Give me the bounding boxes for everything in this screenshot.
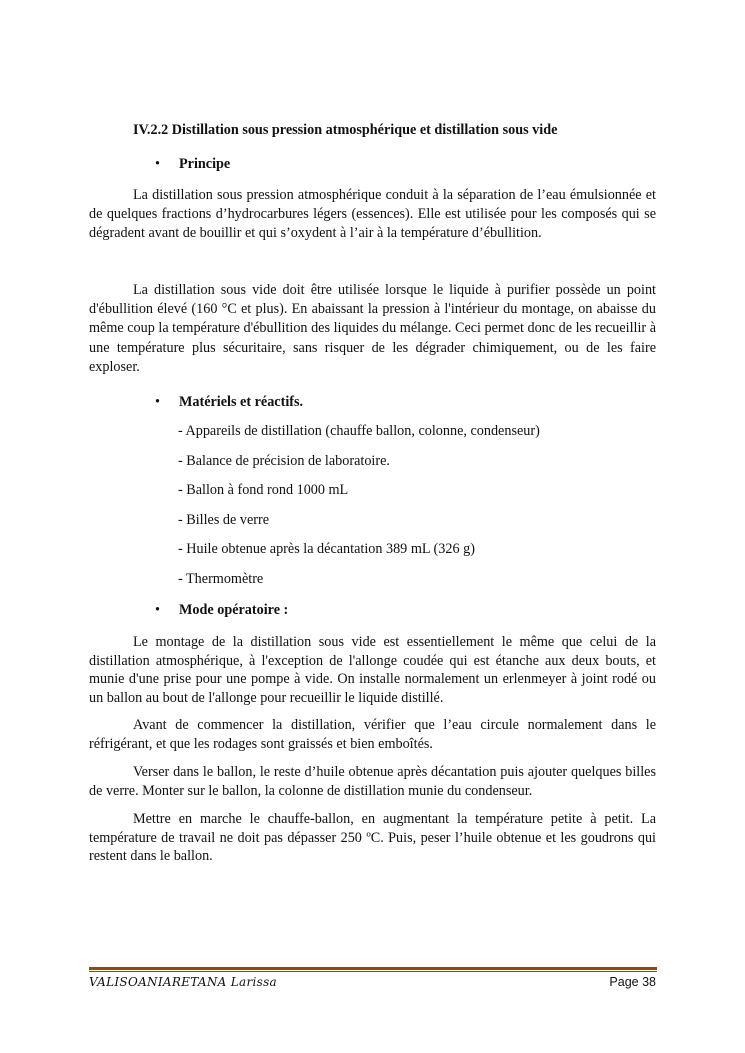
paragraph: Mettre en marche le chauffe-ballon, en augmentant la température petite à petit. La température de travail ne doit pas dépasser 250 ºC. Puis, peser l’huile obtenue et les goudrons qui restent dans le ballon.: [89, 811, 656, 864]
bullet-label: Mode opératoire :: [179, 602, 289, 618]
list-item: - Billes de verre: [178, 512, 269, 528]
paragraph: Avant de commencer la distillation, vérifier que l’eau circule normalement dans le réfrigérant, et que les rodages sont graissés et bien emboîtés.: [89, 717, 656, 752]
paragraph: La distillation sous vide doit être utilisée lorsque le liquide à purifier possède un point d'ébullition élevé (160 °C et plus). En abaissant la pression à l'intérieur du montage, on abaisse du même coup la température d'ébullition des liquides du mélange. Ceci permet donc de les recueillir à une température plus sécuritaire, sans risquer de les dégrader chimiquement, ou de les faire exploser.: [89, 282, 656, 375]
page-number: Page 38: [609, 975, 656, 989]
bullet-label: Principe: [179, 156, 231, 172]
list-item: - Appareils de distillation (chauffe ballon, colonne, condenseur): [178, 423, 540, 439]
bullet-principe: [155, 156, 230, 173]
bullet-icon: •: [155, 394, 160, 410]
paragraph: La distillation sous pression atmosphérique conduit à la séparation de l’eau émulsionnée et de quelques fractions d’hydrocarbures légers (essences). Elle est utilisée pour les composés qui se dégradent avant de bouillir et qui s’oxydent à l’air à la température d’ébullition.: [89, 187, 656, 242]
bullet-mode: [155, 602, 288, 619]
section-title: IV.2.2 Distillation sous pression atmosphérique et distillation sous vide: [133, 122, 558, 138]
footer-divider: [89, 967, 657, 970]
bullet-label: Matériels et réactifs.: [179, 394, 304, 410]
list-item: - Thermomètre: [178, 571, 264, 587]
bullet-icon: •: [155, 602, 160, 618]
list-item: - Ballon à fond rond 1000 mL: [178, 482, 349, 498]
bullet-icon: •: [155, 156, 160, 172]
bullet-materiels: [155, 394, 303, 411]
footer-author: VALISOANIARETANA Larissa: [89, 975, 278, 989]
list-item: - Huile obtenue après la décantation 389 mL (326 g): [178, 541, 475, 557]
paragraph: Verser dans le ballon, le reste d’huile obtenue après décantation puis ajouter quelques billes de verre. Monter sur le ballon, la colonne de distillation munie du condenseur.: [89, 764, 656, 799]
footer-divider-thin: [89, 971, 657, 972]
list-item: - Balance de précision de laboratoire.: [178, 453, 390, 469]
paragraph: Le montage de la distillation sous vide est essentiellement le même que celui de la distillation atmosphérique, à l'exception de l'allonge coudée qui est étanche aux deux bouts, et munie d'une prise pour une pompe à vide. On installe normalement un erlenmeyer à joint rodé ou un ballon au bout de l'allonge pour recueillir le liquide distillé.: [89, 634, 656, 706]
